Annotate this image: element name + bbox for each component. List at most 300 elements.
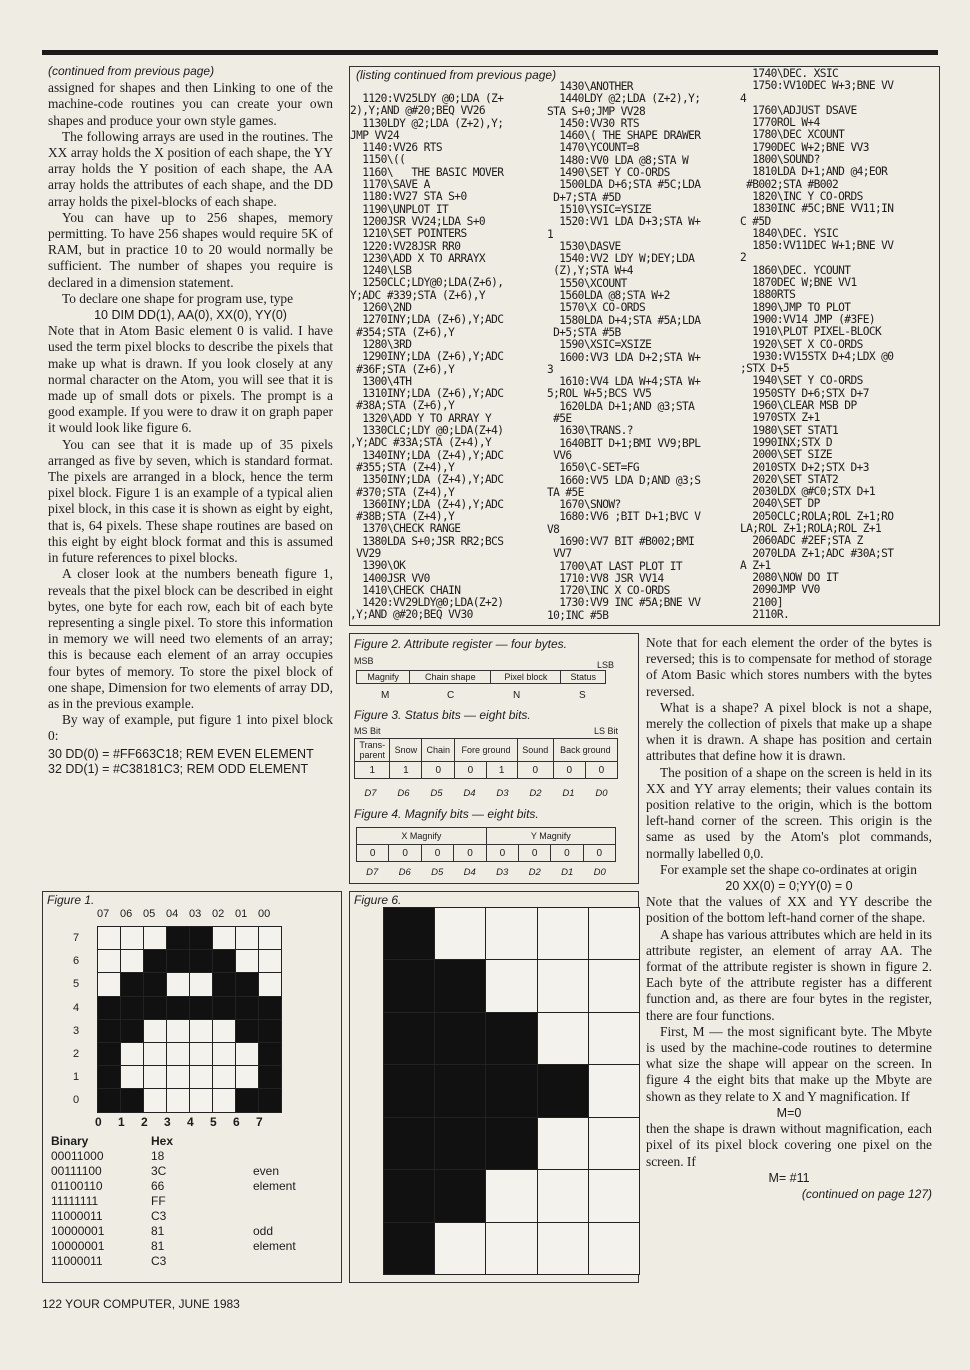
fig1-pixel xyxy=(97,949,121,973)
listing-line: 2),Y;AND @#20;BEQ VV26 xyxy=(350,104,485,118)
fig1-pixel xyxy=(235,949,259,973)
bit-label: D6 xyxy=(398,867,411,878)
listing-line: TA #5E xyxy=(547,485,584,499)
fig1-table-cell: 10000001 xyxy=(51,1224,105,1238)
continued-note: (continued from previous page) xyxy=(48,64,215,78)
fig2-register xyxy=(356,670,606,684)
listing-line: 1520:VV1 LDA D+3;STA W+ xyxy=(547,215,701,229)
bit-label: D0 xyxy=(595,788,608,799)
paragraph: To declare one shape for program use, type xyxy=(62,290,294,306)
fig1-bottom-label: 7 xyxy=(256,1115,263,1129)
listing-line: ;STX D+5 xyxy=(740,362,790,376)
fig1-pixel xyxy=(120,1065,144,1089)
bit-label: D7 xyxy=(364,788,377,799)
listing-line: 1170\SAVE A xyxy=(350,178,430,192)
fig4-bit: 0 xyxy=(389,845,421,862)
listing-line: 1410\CHECK CHAIN xyxy=(350,583,461,597)
fig3-msbit: MS Bit xyxy=(354,726,381,736)
fig1-pixel xyxy=(189,1088,213,1112)
fig1-row-label: 2 xyxy=(73,1048,80,1060)
fig3-head: Fore ground xyxy=(455,739,518,762)
fig1-pixel xyxy=(97,1019,121,1043)
fig1-pixel xyxy=(258,1042,282,1066)
fig1-bottom-label: 5 xyxy=(210,1115,217,1129)
fig1-pixel xyxy=(143,996,167,1020)
listing-line: 1880RTS xyxy=(740,288,796,302)
listing-line: 1270INY;LDA (Z+6),Y;ADC xyxy=(350,313,504,327)
fig1-pixel xyxy=(143,972,167,996)
fig1-col-label: 03 xyxy=(189,908,202,920)
fig1-pixel xyxy=(212,949,236,973)
listing-line: 1670\SNOW? xyxy=(547,498,621,512)
listing-line: JMP VV24 xyxy=(350,128,400,142)
listing-line: 1140:VV26 RTS xyxy=(350,141,443,155)
fig1-bottom-label: 2 xyxy=(141,1115,148,1129)
fig1-table-cell: Hex xyxy=(151,1134,174,1148)
fig1-pixel xyxy=(120,1042,144,1066)
right-body-3 xyxy=(646,1121,932,1170)
fig3-head: Snow xyxy=(390,739,422,762)
fig1-pixel xyxy=(235,1088,259,1112)
fig1-table-cell: element xyxy=(253,1239,296,1253)
fig6-pixel xyxy=(434,1064,486,1117)
left-body-2 xyxy=(48,323,333,744)
figure-1-box xyxy=(42,891,342,1283)
fig3-bit: 1 xyxy=(390,762,422,779)
fig6-pixel xyxy=(485,1222,537,1275)
fig4-bit: 0 xyxy=(486,845,518,862)
fig6-pixel xyxy=(588,1222,640,1275)
fig1-bottom-label: 4 xyxy=(187,1115,194,1129)
listing-line: 1490\SET Y CO-ORDS xyxy=(547,166,670,180)
listing-line: 1500LDA D+6;STA #5C;LDA xyxy=(547,178,701,192)
listing-line: 1930:VV15STX D+4;LDX @0 xyxy=(740,349,894,363)
listing-line: 1260\2ND xyxy=(350,301,412,315)
listing-line: 1510\YSIC=YSIZE xyxy=(547,202,652,216)
listing-line: 1700\AT LAST PLOT IT xyxy=(547,559,682,573)
fig1-row-label: 3 xyxy=(73,1024,80,1037)
listing-line: 1230\ADD X TO ARRAYX xyxy=(350,251,485,265)
listing-line: 1480:VV0 LDA @8;STA W xyxy=(547,153,689,167)
fig1-row-label: 4 xyxy=(73,1001,80,1014)
fig1-table-cell: C3 xyxy=(151,1209,167,1223)
listing-line: 1240\LSB xyxy=(350,264,412,278)
fig2-letter: M xyxy=(381,690,390,701)
code-example xyxy=(48,747,333,777)
fig1-pixel xyxy=(166,996,190,1020)
listing-line: 1580LDA D+4;STA #5A;LDA xyxy=(547,313,701,327)
fig1-bottom-labels xyxy=(93,1115,333,1131)
listing-line: 1640BIT D+1;BMI VV9;BPL xyxy=(547,436,701,450)
listing-line: 1720\INC X CO-ORDS xyxy=(547,584,670,598)
listing-line: 1370\CHECK RANGE xyxy=(350,522,461,536)
fig6-pixel xyxy=(537,1117,589,1170)
listing-line: 1660:VV5 LDA D;AND @3;S xyxy=(547,473,701,487)
fig2-letter: C xyxy=(447,690,455,701)
fig3-bit: 0 xyxy=(517,762,553,779)
fig1-table-cell: 81 xyxy=(151,1224,165,1238)
fig1-pixel xyxy=(258,1065,282,1089)
fig6-pixel xyxy=(383,1117,435,1170)
listing-line: 2100] xyxy=(740,595,783,609)
fig1-table-cell: Binary xyxy=(51,1134,89,1148)
fig1-table-cell: 3C xyxy=(151,1164,167,1178)
fig3-head: Back ground xyxy=(553,739,617,762)
fig1-table-cell: even xyxy=(253,1164,280,1178)
listing-line: 1330CLC;LDY @0;LDA(Z+4) xyxy=(350,424,504,438)
fig1-table-cell: 18 xyxy=(151,1149,165,1163)
fig4-magnify-bits xyxy=(356,827,616,862)
fig1-pixel xyxy=(166,949,190,973)
listing-line: 1710:VV8 JSR VV14 xyxy=(547,571,664,585)
listing-line: 1840\DEC. YSIC xyxy=(740,226,839,240)
listing-header: (listing continued from previous page) xyxy=(356,68,557,82)
fig1-pixel xyxy=(189,972,213,996)
listing-line: 1740\DEC. XSIC xyxy=(740,67,839,80)
listing-line: 1320\ADD Y TO ARRAY Y xyxy=(350,411,492,425)
listing-line: 1780\DEC XCOUNT xyxy=(740,128,845,142)
fig3-head: Sound xyxy=(517,739,553,762)
fig3-bit: 1 xyxy=(355,762,390,779)
paragraph: For example set the shape co-ordinates at origin xyxy=(660,861,917,877)
bit-label: D2 xyxy=(529,788,542,799)
listing-line: VV7 xyxy=(547,547,572,561)
listing-line: 1800\SOUND? xyxy=(740,153,820,167)
listing-line: 1350INY;LDA (Z+4),Y;ADC xyxy=(350,473,504,487)
fig1-row-label: 0 xyxy=(73,1094,80,1107)
listing-line: C #5D xyxy=(740,214,771,228)
listing-line: 1180:VV27 STA S+0 xyxy=(350,190,467,204)
listing-line: 1680:VV6 ;BIT D+1;BVC V xyxy=(547,510,701,524)
fig1-col-label: 06 xyxy=(120,908,133,920)
listing-line: Y;ADC #339;STA (Z+6),Y xyxy=(350,288,485,302)
fig1-table-cell: 10000001 xyxy=(51,1239,105,1253)
fig1-table-cell: 00111100 xyxy=(51,1164,102,1178)
paragraph: A closer look at the numbers beneath figure 1, reveals that the pixel block can be described in eight bytes, one byte for each row, each bit of each byte representing a single pixel. To store this information in memory we will need two elements of an array; this is because each element of an array occupies four bytes of memory. To store the pixel block of one shape, Dimension for two elements of array DD, as in the previous example. xyxy=(48,566,333,711)
listing-line: 1920\SET X CO-ORDS xyxy=(740,337,863,351)
listing-line: ,Y;AND @#20;BEQ VV30 xyxy=(350,608,473,622)
listing-line: 10;INC #5B xyxy=(547,608,609,622)
fig1-pixel xyxy=(120,972,144,996)
listing-line: 1450:VV30 RTS xyxy=(547,116,640,130)
listing-line: 1290INY;LDA (Z+6),Y;ADC xyxy=(350,350,504,364)
listing-line: 1560LDA @8;STA W+2 xyxy=(547,289,670,303)
fig1-table-cell: odd xyxy=(253,1224,274,1238)
fig1-pixel xyxy=(212,1042,236,1066)
fig4-head: X Magnify xyxy=(357,828,487,845)
listing-line: 1550\XCOUNT xyxy=(547,276,627,290)
fig1-pixel xyxy=(97,1088,121,1112)
fig3-title: Figure 3. Status bits — eight bits. xyxy=(354,708,531,722)
paragraph: assigned for shapes and then Linking to one of the machine-code routines you can create your own shapes and produce your own style games. xyxy=(48,80,333,128)
fig3-bit: 0 xyxy=(585,762,617,779)
listing-line: 2110R. xyxy=(740,608,790,622)
listing-line: 1600:VV3 LDA D+2;STA W+ xyxy=(547,350,701,364)
paragraph: Note that in Atom Basic element 0 is valid. I have used the term pixel blocks to describe the pixels that make up what is drawn. If you look closely at any normal character on the Atom, you will see that it is made up of small dots or pixels. The prompt is a good example. If you were to draw it on graph paper it would look like figure 6. xyxy=(48,323,333,436)
listing-line: 1870DEC W;BNE VV1 xyxy=(740,276,857,290)
listing-line: 2020\SET STAT2 xyxy=(740,472,839,486)
fig1-row-labels xyxy=(73,927,91,1113)
fig1-pixel xyxy=(235,996,259,1020)
fig6-pixel xyxy=(434,1117,486,1170)
fig1-bottom-label: 6 xyxy=(233,1115,240,1129)
fig1-table-cell: C3 xyxy=(151,1254,167,1268)
fig6-pixel xyxy=(434,959,486,1012)
fig1-pixel xyxy=(235,1019,259,1043)
listing-line: 1210\SET POINTERS xyxy=(350,227,467,241)
fig1-table-cell: element xyxy=(253,1179,296,1193)
listing-line: 1950STY D+6;STX D+7 xyxy=(740,386,869,400)
fig1-pixel xyxy=(97,996,121,1020)
fig2-letter: S xyxy=(579,690,586,701)
fig4-head: Y Magnify xyxy=(486,828,615,845)
fig1-pixel xyxy=(235,972,259,996)
fig1-pixel xyxy=(212,1088,236,1112)
listing-line: 1850:VV11DEC W+1;BNE VV xyxy=(740,239,894,253)
fig1-col-label: 04 xyxy=(166,908,179,920)
listing-line: A Z+1 xyxy=(740,558,771,572)
fig6-pixel xyxy=(434,907,486,960)
fig3-bit: 1 xyxy=(486,762,517,779)
fig6-pixel xyxy=(485,907,537,960)
fig2-lsb: LSB xyxy=(596,660,614,670)
bit-label: D7 xyxy=(366,867,379,878)
fig1-pixel xyxy=(258,926,282,950)
fig1-pixel xyxy=(235,926,259,950)
fig1-pixel xyxy=(97,926,121,950)
listing-line: 1400JSR VV0 xyxy=(350,571,430,585)
fig6-pixel-grid xyxy=(383,907,639,1274)
fig1-pixel xyxy=(166,926,190,950)
listing-line: 1790DEC W+2;BNE VV3 xyxy=(740,140,869,154)
listing-line: 3 xyxy=(547,362,554,376)
bit-label: D1 xyxy=(562,788,575,799)
bit-label: D4 xyxy=(463,788,476,799)
listing-line: 1130LDY @2;LDA (Z+2),Y; xyxy=(350,116,504,130)
fig1-pixel xyxy=(189,1065,213,1089)
bit-label: D6 xyxy=(397,788,410,799)
fig1-pixel xyxy=(166,1019,190,1043)
paragraph: First, M — the most significant byte. The Mbyte is used by the machine-code routines to determine what size the shape will appear on the screen. In figure 4 the eight bits that make up the Mbyte are shown as they relate to X and Y magnification. If xyxy=(646,1023,932,1104)
listing-line: #355;STA (Z+4),Y xyxy=(350,460,455,474)
listing-line: 1420:VV29LDY@0;LDA(Z+2) xyxy=(350,596,504,610)
listing-line: 1610:VV4 LDA W+4;STA W+ xyxy=(547,375,701,389)
listing-line: 1250CLC;LDY@0;LDA(Z+6), xyxy=(350,276,504,290)
fig1-col-label: 07 xyxy=(97,908,110,920)
listing-line: 1980\SET STAT1 xyxy=(740,423,839,437)
listing-line: 1200JSR VV24;LDA S+0 xyxy=(350,214,485,228)
fig6-pixel xyxy=(537,1012,589,1065)
fig6-pixel xyxy=(485,1117,537,1170)
listing-line: STA S+0;JMP VV28 xyxy=(547,104,646,118)
fig1-pixel xyxy=(258,996,282,1020)
fig6-pixel xyxy=(383,1169,435,1222)
listing-line: 1190\UNPLOT IT xyxy=(350,202,449,216)
listing-line: 1530\DASVE xyxy=(547,239,621,253)
listing-line: 5;ROL W+5;BCS VV5 xyxy=(547,387,652,401)
left-column xyxy=(48,63,333,777)
fig1-pixel xyxy=(143,1088,167,1112)
fig1-pixel xyxy=(258,1019,282,1043)
listing-line: 1810LDA D+1;AND @4;EOR xyxy=(740,165,888,179)
fig1-table-cell: 01100110 xyxy=(51,1179,103,1193)
paragraph: The following arrays are used in the routines. The XX array holds the X position of each shape, the YY array holds the Y position of each shape, the AA array holds the attributes of each shape, and the DD array holds the pixel-blocks of each shape. xyxy=(48,128,333,209)
listing-line: 1940\SET Y CO-ORDS xyxy=(740,374,863,388)
listing-line: 1910\PLOT PIXEL-BLOCK xyxy=(740,325,882,339)
listing-line: 1730:VV9 INC #5A;BNE VV xyxy=(547,596,701,610)
listing-line: 1280\3RD xyxy=(350,337,412,351)
listing-line: LA;ROL Z+1;ROLA;ROL Z+1 xyxy=(740,521,882,535)
listing-line: 2040\SET DP xyxy=(740,497,820,511)
fig3-head: Chain xyxy=(422,739,455,762)
fig1-pixel xyxy=(212,972,236,996)
fig1-col-label: 02 xyxy=(212,908,225,920)
paragraph: You can have up to 256 shapes, memory permitting. To have 256 shapes would require 5K of RAM, but in practice 10 to 20 would normally be sufficient. The number of shapes you require is declared in a dimension statement. xyxy=(48,209,333,290)
fig4-bit-labels xyxy=(356,867,616,879)
fig1-pixel xyxy=(189,1019,213,1043)
listing-line: #38A;STA (Z+6),Y xyxy=(350,399,455,413)
fig1-pixel xyxy=(143,1042,167,1066)
fig4-bit: 0 xyxy=(551,845,583,862)
listing-line: 2050CLC;ROLA;ROL Z+1;RO xyxy=(740,509,894,523)
listing-line: 1970STX Z+1 xyxy=(740,411,820,425)
fig2-cell: Pixel block xyxy=(491,671,561,684)
fig1-pixel xyxy=(258,1088,282,1112)
listing-line: #B002;STA #B002 xyxy=(740,177,839,191)
continued-on-note: (continued on page 127) xyxy=(801,1186,932,1201)
listing-line: D+5;STA #5B xyxy=(547,325,621,339)
fig6-pixel xyxy=(383,959,435,1012)
listing-line: 1990INX;STX D xyxy=(740,435,833,449)
code-line: 32 DD(1) = #C38181C3; REM ODD ELEMENT xyxy=(48,761,309,776)
paragraph: The position of a shape on the screen is held in its XX and YY array elements; their values contain its position relative to the origin, which is the bottom left-hand corner of the screen. This origin is the same as used by the Atom's plot commands, normally labelled 0,0. xyxy=(646,764,932,861)
fig1-pixel xyxy=(120,1088,144,1112)
fig2-letters xyxy=(356,690,606,704)
paragraph: Note that for each element the order of the bytes is reversed; this is to compensate for method of storage of Atom Basic which stores numbers with the bytes reversed. xyxy=(646,635,932,699)
listing-line: 1390\OK xyxy=(350,559,406,573)
fig1-pixel xyxy=(143,1019,167,1043)
fig6-pixel xyxy=(588,1012,640,1065)
right-column xyxy=(646,635,932,1202)
fig1-pixel xyxy=(97,1042,121,1066)
fig6-pixel xyxy=(588,1064,640,1117)
bit-label: D1 xyxy=(561,867,574,878)
fig1-table-cell: 81 xyxy=(151,1239,165,1253)
fig1-col-label: 05 xyxy=(143,908,156,920)
code-line: 30 DD(0) = #FF663C18; REM EVEN ELEMENT xyxy=(48,746,314,761)
listing-line: 2060ADC #2EF;STA Z xyxy=(740,534,863,548)
fig1-pixel xyxy=(258,972,282,996)
fig1-pixel xyxy=(97,1065,121,1089)
fig4-bit: 0 xyxy=(357,845,389,862)
fig6-pixel xyxy=(588,959,640,1012)
fig3-bit: 0 xyxy=(553,762,585,779)
fig1-pixel xyxy=(189,996,213,1020)
listing-line: 2070LDA Z+1;ADC #30A;ST xyxy=(740,546,894,560)
fig1-row-label: 1 xyxy=(73,1071,80,1084)
listing-line: 2 xyxy=(740,251,747,265)
fig6-pixel xyxy=(537,959,589,1012)
fig3-lsbit: LS Bit xyxy=(593,726,618,736)
fig1-col-label: 01 xyxy=(235,908,248,920)
fig1-pixel xyxy=(120,949,144,973)
paragraph: By way of example, put figure 1 into pixel block 0: xyxy=(48,712,333,744)
listing-line: 2000\SET SIZE xyxy=(740,448,833,462)
listing-line: 2090JMP VV0 xyxy=(740,583,820,597)
fig1-pixel xyxy=(212,926,236,950)
fig1-table-cell: 66 xyxy=(151,1179,165,1193)
fig6-pixel xyxy=(537,1222,589,1275)
left-body-1 xyxy=(48,80,333,307)
listing-line: VV6 xyxy=(547,448,572,462)
listing-line: 1440LDY @2;LDA (Z+2),Y; xyxy=(547,92,701,106)
fig1-table-cell: 11000011 xyxy=(51,1209,103,1223)
listing-line: 1310INY;LDA (Z+6),Y;ADC xyxy=(350,387,504,401)
fig1-pixel xyxy=(235,1042,259,1066)
bit-label: D5 xyxy=(430,788,443,799)
fig6-pixel xyxy=(485,1169,537,1222)
fig1-pixel xyxy=(120,1019,144,1043)
fig3-bit: 0 xyxy=(422,762,455,779)
listing-column-1 xyxy=(350,93,550,622)
listing-line: 1590\XSIC=XSIZE xyxy=(547,338,652,352)
paragraph: A shape has various attributes which are held in its attribute register, an element of array AA. The format of the attribute register is shown in figure 2. Each byte of the attribute register has a different function and, as there are four bytes in the register, there are four functions. xyxy=(646,926,932,1023)
fig1-pixel xyxy=(189,926,213,950)
listing-column-2 xyxy=(547,81,747,622)
top-rule xyxy=(42,50,938,55)
fig6-pixel xyxy=(383,1012,435,1065)
listing-line: 1900:VV14 JMP (#3FE) xyxy=(740,312,875,326)
listing-line: 1650\C-SET=FG xyxy=(547,461,640,475)
listing-line: 1630\TRANS.? xyxy=(547,424,633,438)
fig6-pixel xyxy=(434,1169,486,1222)
fig1-pixel xyxy=(189,1042,213,1066)
fig1-pixel xyxy=(166,1042,190,1066)
fig6-pixel xyxy=(537,1169,589,1222)
listing-line: 1620LDA D+1;AND @3;STA xyxy=(547,399,695,413)
fig1-table-cell: FF xyxy=(151,1194,166,1208)
listing-line: ,Y;ADC #33A;STA (Z+4),Y xyxy=(350,436,492,450)
fig6-pixel xyxy=(537,907,589,960)
listing-line: 1820\INC Y CO-ORDS xyxy=(740,189,863,203)
fig1-bottom-label: 3 xyxy=(164,1115,171,1129)
paragraph: then the shape is drawn without magnification, each pixel of its pixel block covering one pixel on the screen. If xyxy=(646,1121,932,1169)
bit-label: D2 xyxy=(528,867,541,878)
fig2-letter: N xyxy=(513,690,521,701)
bit-label: D4 xyxy=(463,867,476,878)
fig1-pixel xyxy=(235,1065,259,1089)
fig6-pixel xyxy=(485,1012,537,1065)
paragraph: What is a shape? A pixel block is not a shape, merely the collection of pixels that make up a shape when it is drawn. A shape has position and certain attributes that define how it is drawn. xyxy=(646,699,932,764)
fig1-row-label: 5 xyxy=(73,978,80,991)
fig1-pixel xyxy=(143,926,167,950)
fig6-pixel xyxy=(588,907,640,960)
listing-line: D+7;STA #5D xyxy=(547,190,621,204)
listing-line: 1 xyxy=(547,227,554,241)
listing-column-3 xyxy=(740,68,938,621)
right-body-1 xyxy=(646,635,932,878)
fig6-pixel xyxy=(588,1117,640,1170)
listing-line: 1860\DEC. YCOUNT xyxy=(740,263,851,277)
listing-line: 1770ROL W+4 xyxy=(740,116,820,130)
fig1-pixel xyxy=(143,1065,167,1089)
listing-line: 1760\ADJUST DSAVE xyxy=(740,103,857,117)
figures-2-4-box xyxy=(349,633,639,884)
bit-label: D0 xyxy=(593,867,606,878)
fig1-table-cell: 00011000 xyxy=(51,1149,104,1163)
fig1-pixel xyxy=(166,1088,190,1112)
listing-line: 1150\(( xyxy=(350,153,406,167)
